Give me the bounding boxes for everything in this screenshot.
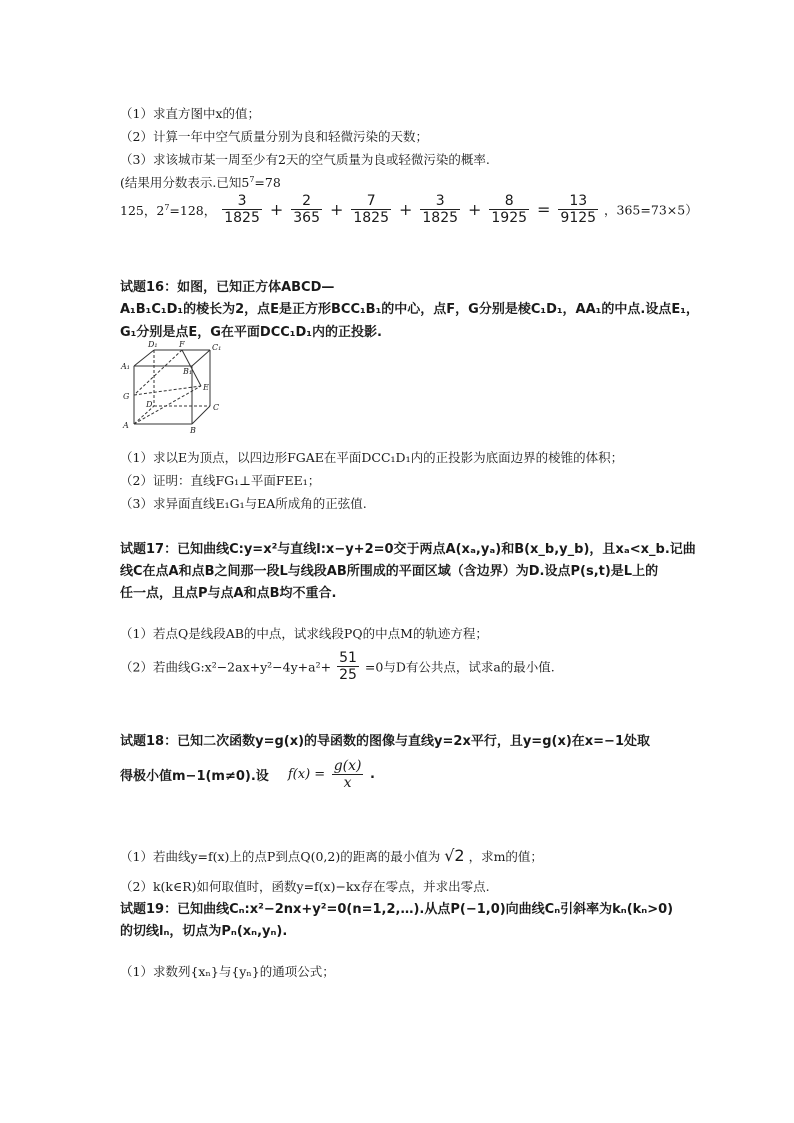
fraction-gx-over-x: $\frac{g(x)}{x}$ [333,758,362,791]
q17-part2: （2）若曲线G:x²−2ax+y²−4y+a²+ $\frac{51}{25}$ =0与D有公共点，试求a的最小值. [120,650,555,683]
q15-fraction-equation: 125，$2^7=128$， $\frac{3}{1825}$ + $\frac{2}{365}$ + $\frac{7}{1825}$ + $\frac{3}{1825}$ + $\frac{8}{1925}$ = $\frac{13}{9125}$ ，365=73×5） [120,193,698,226]
q17-line1: 试题17：已知曲线C:y=x²与直线l:x−y+2=0交于两点A(xₐ,yₐ)和B(x_b,y_b)，且xₐ<x_b.记曲 [120,542,696,557]
q18-part1: （1）若曲线y=f(x)上的点P到点Q(0,2)的距离的最小值为 √2 ，求m的值； [120,846,543,865]
q15-part3: （3）求该城市某一周至少有2天的空气质量为良或轻微污染的概率. [120,152,490,167]
q16-part2: （2）证明：直线FG₁⊥平面FEE₁； [120,473,321,488]
label-D1: D₁ [148,340,158,349]
fraction-5: $\frac{8}{1925}$ [491,193,528,226]
sqrt-2: √2 [444,846,465,865]
q18-line1: 试题18：已知二次函数y=g(x)的导函数的图像与直线y=2x平行，且y=g(x)在x=−1处取 [120,734,650,749]
fraction-3: $\frac{7}{1825}$ [353,193,389,226]
label-G: G [123,392,130,401]
q16-line3: G₁分别是点E，G在平面DCC₁D₁内的正投影. [120,325,382,340]
q16-line2: A₁B₁C₁D₁的棱长为2，点E是正方形BCC₁B₁的中心，点F，G分别是棱C₁D₁，AA₁的中点.设点E₁， [120,302,699,317]
fraction-4: $\frac{3}{1825}$ [422,193,459,226]
q19-part1: （1）求数列{xₙ}与{yₙ}的通项公式； [120,964,335,979]
label-B: B [190,426,196,434]
label-D: D [146,400,153,409]
q16-title: 试题16：如图，已知正方体ABCD— [120,280,335,295]
label-F: F [179,340,185,349]
q17-part1: （1）若点Q是线段AB的中点，试求线段PQ的中点M的轨迹方程； [120,626,488,641]
q19-line2: 的切线lₙ，切点为Pₙ(xₙ,yₙ). [120,924,288,939]
q18-part2: （2）k(k∈R)如何取值时，函数y=f(x)−kx存在零点，并求出零点. [120,879,490,894]
fraction-2: $\frac{2}{365}$ [293,193,320,226]
label-E: E [203,383,209,392]
q16-part3: （3）求异面直线E₁G₁与EA所成角的正弦值. [120,496,367,511]
q16-part1: （1）求以E为顶点，以四边形FGAE在平面DCC₁D₁内的正投影为底面边界的棱锥的体积； [120,450,624,465]
q15-part1: （1）求直方图中x的值； [120,106,261,121]
q15-part2: （2）计算一年中空气质量分别为良和轻微污染的天数； [120,129,428,144]
fraction-51-25: $\frac{51}{25}$ [339,650,357,683]
fraction-result: $\frac{13}{9125}$ [560,193,597,226]
label-A1: A₁ [121,362,130,371]
cube-figure [120,338,230,434]
fraction-1: $\frac{3}{1825}$ [224,193,260,226]
label-A: A [123,421,129,430]
q17-line3: 任一点，且点P与点A和点B均不重合. [120,586,337,601]
q15-note-start: (结果用分数表示.已知$5^7=78$ [120,174,281,190]
label-C: C [213,403,220,412]
label-C1: C₁ [212,343,222,352]
q19-line1: 试题19：已知曲线Cₙ:x²−2nx+y²=0(n=1,2,…).从点P(−1,0)向曲线Cₙ引斜率为kₙ(kₙ>0) [120,902,674,917]
q18-line2: 得极小值m−1(m≠0).设 f(x) = $\frac{g(x)}{x}$ . [120,758,375,791]
label-B1: B₁ [183,367,193,376]
q17-line2: 线C在点A和点B之间那一段L与线段AB所围成的平面区域（含边界）为D.设点P(s,t)是L上的 [120,564,659,579]
